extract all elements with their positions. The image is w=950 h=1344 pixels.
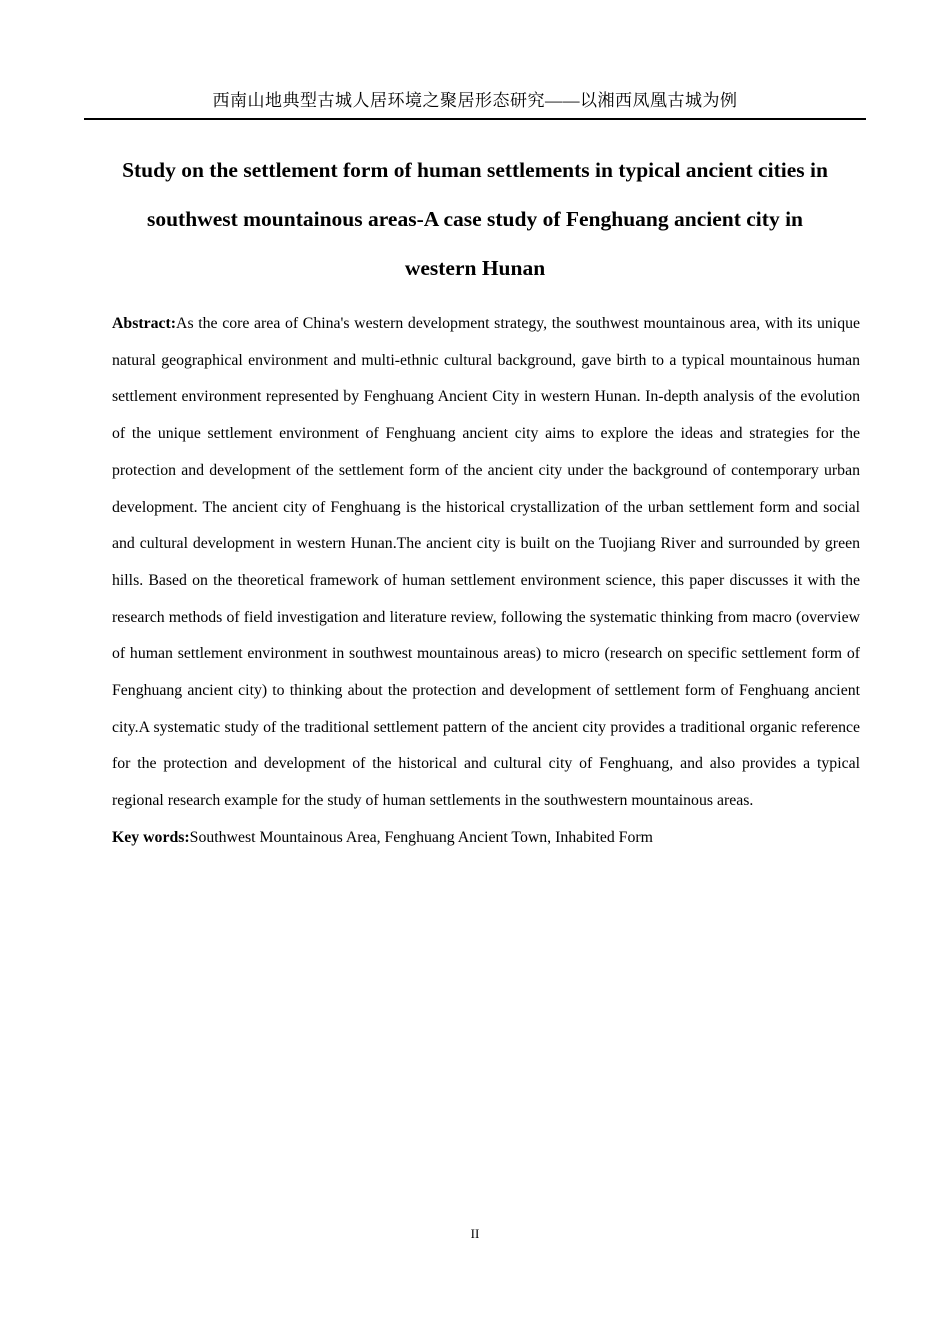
running-header-text: 西南山地典型古城人居环境之聚居形态研究——以湘西凤凰古城为例 — [212, 91, 738, 110]
keywords-paragraph — [112, 820, 860, 857]
abstract-text: As the core area of China's western development strategy, the southwest mountainous area, with its unique natural geographical environment and multi-ethnic cultural background, gave birth to a typical mountainous human settlement environment represented by Fenghuang Ancient City in western Hunan. In-depth analysis of the evolution of the unique settlement environment of Fenghuang ancient city aims to explore the ideas and strategies for the protection and development of the settlement form of the ancient city under the background of contemporary urban development. The ancient city of Fenghuang is the historical crystallization of the urban settlement form and social and cultural development in western Hunan.The ancient city is built on the Tuojiang River and surrounded by green hills. Based on the theoretical framework of human settlement environment science, this paper discusses it with the research methods of field investigation and literature review, following the systematic thinking from macro (overview of human settlement environment in southwest mountainous areas) to micro (research on specific settlement form of Fenghuang ancient city) to thinking about the protection and development of settlement form of Fenghuang ancient city.A systematic study of the traditional settlement pattern of the ancient city provides a traditional organic reference for the protection and development of the historical and cultural city of Fenghuang, and also provides a typical regional research example for the study of human settlements in the southwestern mountainous areas. — [112, 315, 860, 810]
keywords-label: Key words: — [112, 828, 190, 846]
keywords-text: Southwest Mountainous Area, Fenghuang Ancient Town, Inhabited Form — [189, 828, 653, 846]
abstract-section — [112, 306, 860, 857]
abstract-label: Abstract: — [112, 315, 177, 332]
running-header — [84, 86, 866, 120]
page-title: Study on the settlement form of human settlements in typical ancient cities in southwest mountainous areas-A case study of Fenghuang ancient city in western Hunan — [122, 158, 828, 280]
abstract-paragraph — [112, 306, 860, 820]
page-number: II — [470, 1226, 480, 1241]
